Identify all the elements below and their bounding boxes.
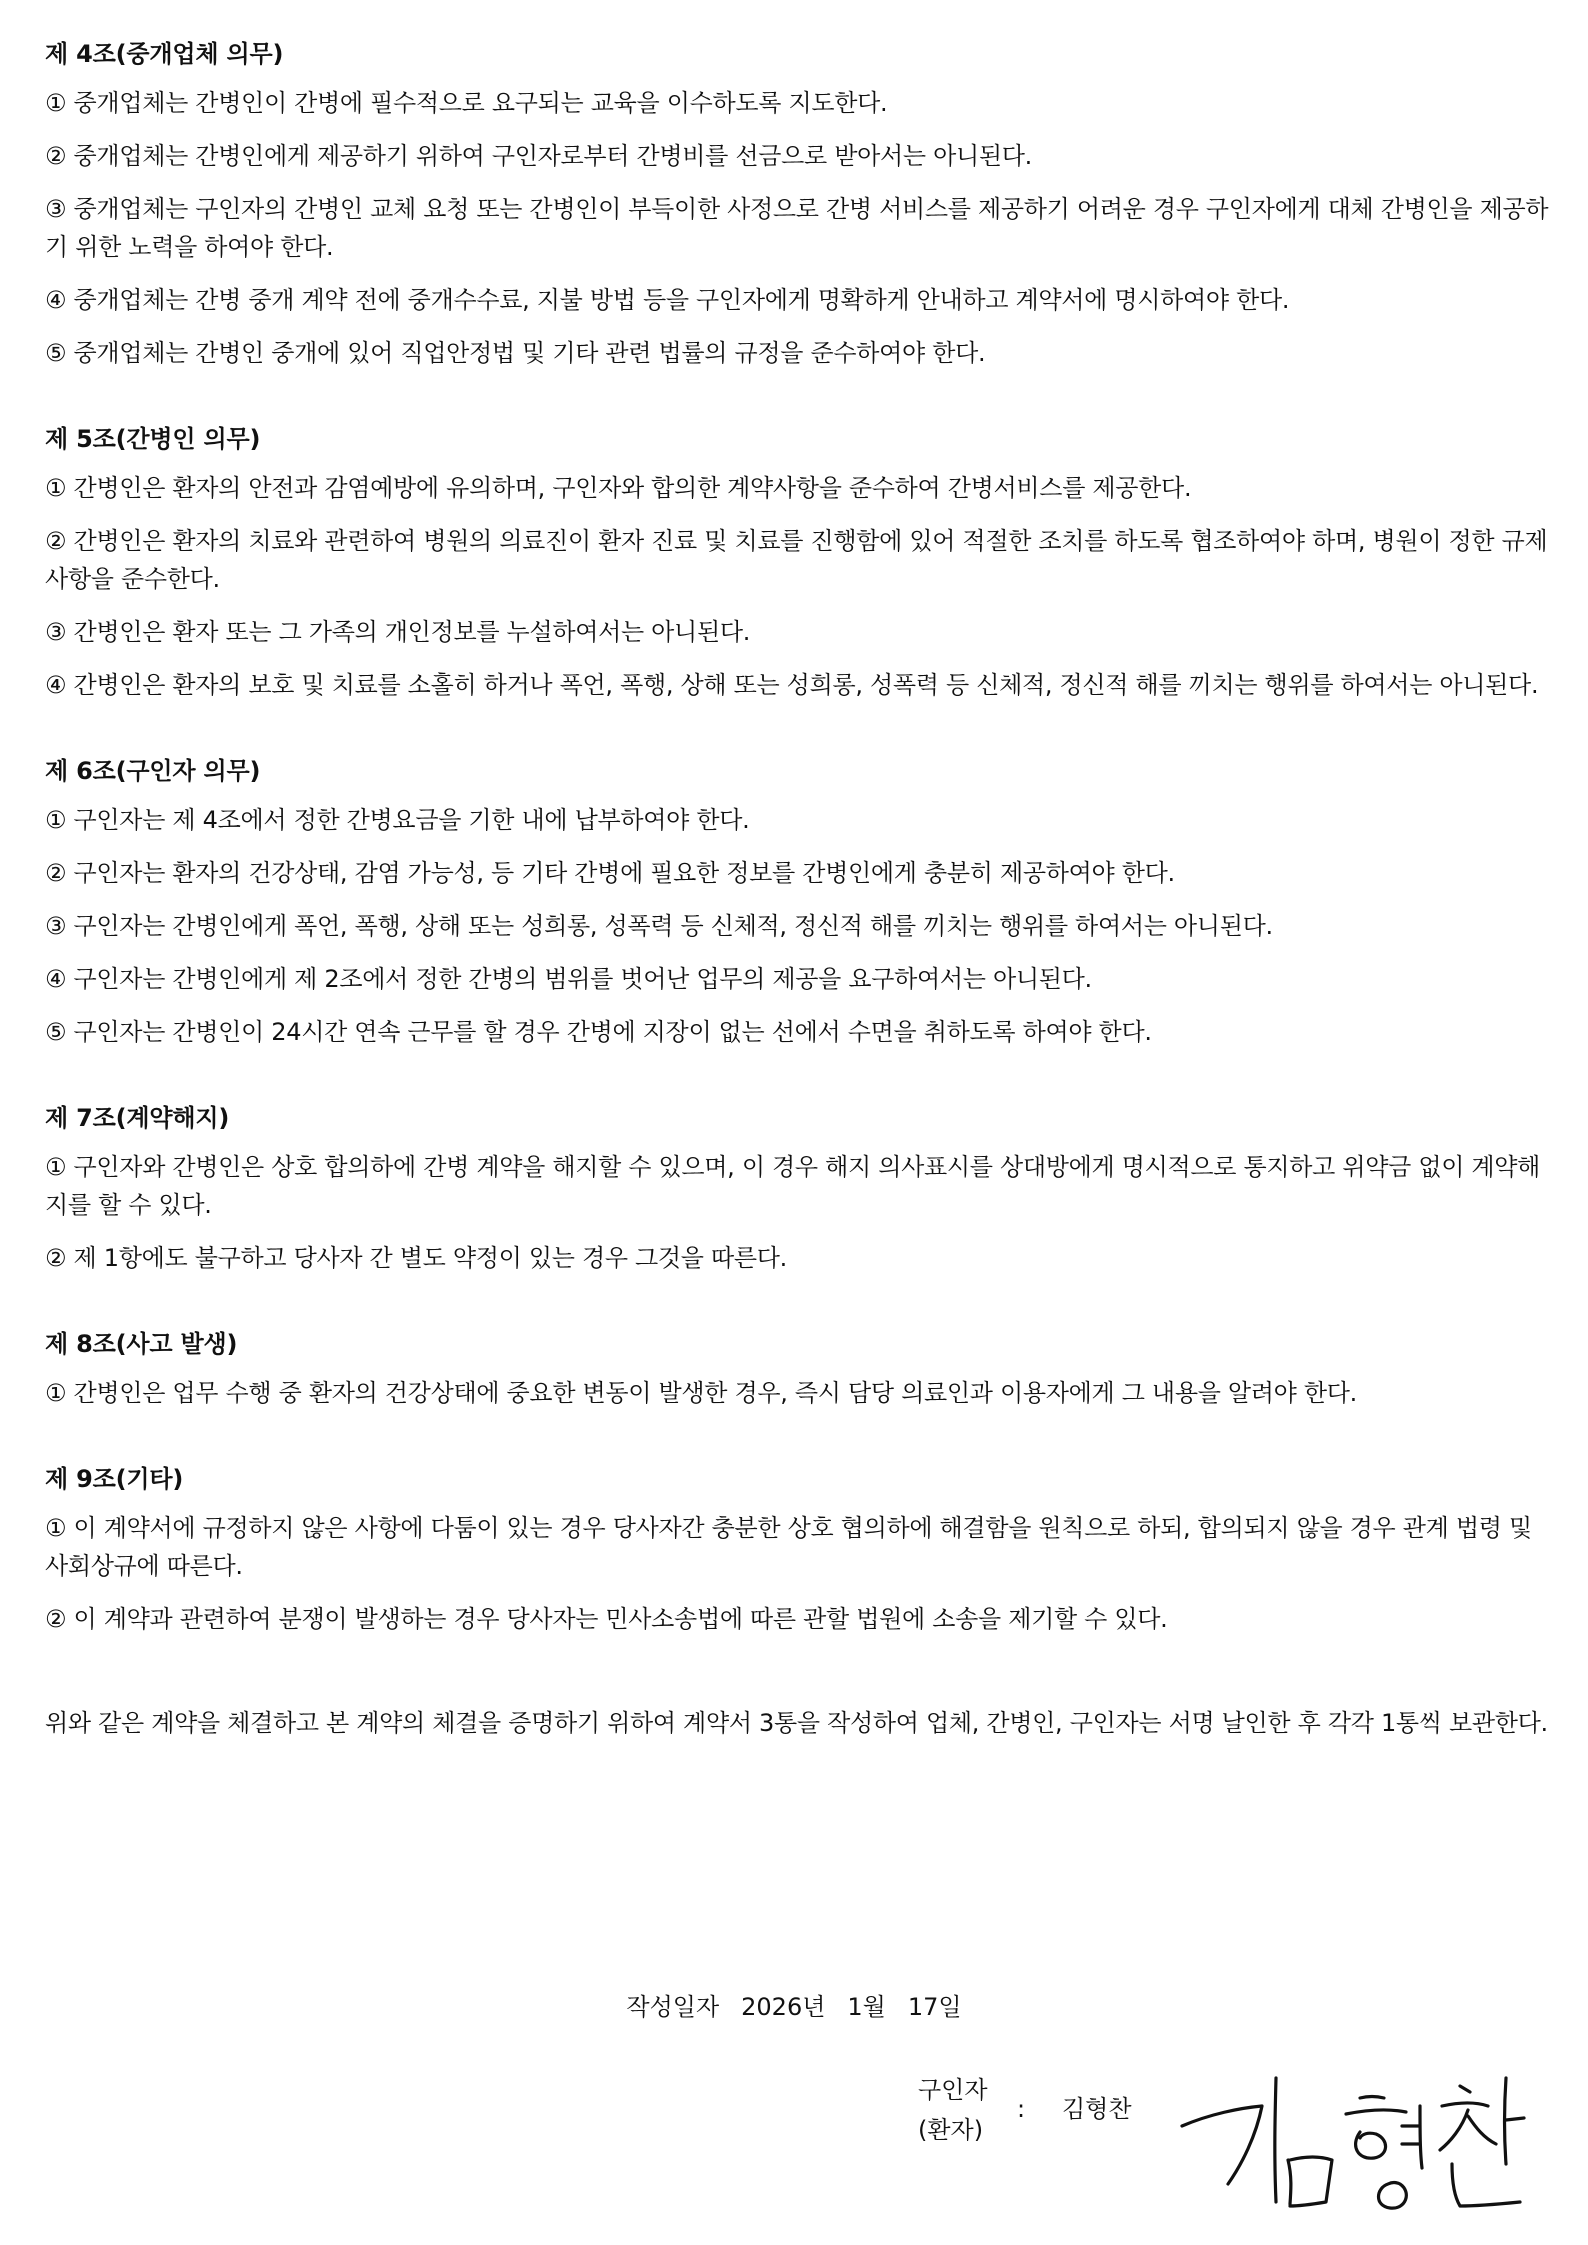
date-day: 17일 <box>907 1993 962 2021</box>
signature-colon: : <box>1017 2095 1026 2123</box>
clause: ⑤ 구인자는 간병인이 24시간 연속 근무를 할 경우 간병에 지장이 없는 선에서 수면을 취하도록 하여야 한다. <box>45 1018 1152 1046</box>
clause: ② 이 계약과 관련하여 분쟁이 발생하는 경우 당사자는 민사소송법에 따른 관할 법원에 소송을 제기할 수 있다. <box>45 1605 1168 1633</box>
clause: ④ 구인자는 간병인에게 제 2조에서 정한 간병의 범위를 벗어난 업무의 제공을 요구하여서는 아니된다. <box>45 965 1092 993</box>
clause: ② 제 1항에도 불구하고 당사자 간 별도 약정이 있는 경우 그것을 따른다. <box>45 1244 787 1272</box>
date-line <box>0 1988 1588 2026</box>
clause: ① 간병인은 환자의 안전과 감염예방에 유의하며, 구인자와 합의한 계약사항을 준수하여 간병서비스를 제공한다. <box>45 474 1192 502</box>
signer-name: 김형찬 <box>1062 2095 1132 2123</box>
contract-document <box>45 32 1550 1742</box>
closing-statement: 위와 같은 계약을 체결하고 본 계약의 체결을 증명하기 위하여 계약서 3통을 작성하여 업체, 간병인, 구인자는 서명 날인한 후 각각 1통씩 보관한다. <box>45 1709 1548 1737</box>
clause: ① 간병인은 업무 수행 중 환자의 건강상태에 중요한 변동이 발생한 경우, 즉시 담당 의료인과 이용자에게 그 내용을 알려야 한다. <box>45 1379 1357 1407</box>
clause: ③ 중개업체는 구인자의 간병인 교체 요청 또는 간병인이 부득이한 사정으로 간병 서비스를 제공하기 어려운 경우 구인자에게 대체 간병인을 제공하기 위한 노력을 하여야 한다. <box>45 195 1549 261</box>
clause: ③ 구인자는 간병인에게 폭언, 폭행, 상해 또는 성희롱, 성폭력 등 신체적, 정신적 해를 끼치는 행위를 하여서는 아니된다. <box>45 912 1273 940</box>
date-year: 2026년 <box>741 1993 826 2021</box>
article-title: 제 9조(기타) <box>45 1465 184 1493</box>
clause: ② 중개업체는 간병인에게 제공하기 위하여 구인자로부터 간병비를 선금으로 받아서는 아니된다. <box>45 142 1032 170</box>
article-6 <box>45 749 1550 1051</box>
clause: ② 간병인은 환자의 치료와 관련하여 병원의 의료진이 환자 진료 및 치료를 진행함에 있어 적절한 조치를 하도록 협조하여야 하며, 병원이 정한 규제사항을 준수한다. <box>45 527 1548 593</box>
clause: ① 구인자는 제 4조에서 정한 간병요금을 기한 내에 납부하여야 한다. <box>45 806 750 834</box>
clause: ④ 중개업체는 간병 중개 계약 전에 중개수수료, 지불 방법 등을 구인자에게 명확하게 안내하고 계약서에 명시하여야 한다. <box>45 286 1290 314</box>
article-title: 제 6조(구인자 의무) <box>45 757 261 785</box>
date-month: 1월 <box>847 1993 886 2021</box>
article-title: 제 5조(간병인 의무) <box>45 425 261 453</box>
clause: ① 중개업체는 간병인이 간병에 필수적으로 요구되는 교육을 이수하도록 지도한다. <box>45 89 888 117</box>
article-5 <box>45 417 1550 704</box>
signer-role <box>918 2070 988 2150</box>
clause: ③ 간병인은 환자 또는 그 가족의 개인정보를 누설하여서는 아니된다. <box>45 618 751 646</box>
clause: ④ 간병인은 환자의 보호 및 치료를 소홀히 하거나 폭언, 폭행, 상해 또는 성희롱, 성폭력 등 신체적, 정신적 해를 끼치는 행위를 하여서는 아니된다. <box>45 671 1539 699</box>
date-label: 작성일자 <box>626 1993 720 2021</box>
article-title: 제 7조(계약해지) <box>45 1104 230 1132</box>
clause: ⑤ 중개업체는 간병인 중개에 있어 직업안정법 및 기타 관련 법률의 규정을 준수하여야 한다. <box>45 339 986 367</box>
clause: ② 구인자는 환자의 건강상태, 감염 가능성, 등 기타 간병에 필요한 정보를 간병인에게 충분히 제공하여야 한다. <box>45 859 1175 887</box>
signer-role-line1: 구인자 <box>918 2076 988 2104</box>
article-title: 제 4조(중개업체 의무) <box>45 40 284 68</box>
article-8 <box>45 1322 1550 1412</box>
handwritten-signature <box>1170 2056 1560 2226</box>
signer-role-line2: (환자) <box>918 2116 984 2144</box>
article-9 <box>45 1457 1550 1638</box>
article-7 <box>45 1096 1550 1277</box>
article-4 <box>45 32 1550 372</box>
article-title: 제 8조(사고 발생) <box>45 1330 238 1358</box>
clause: ① 구인자와 간병인은 상호 합의하에 간병 계약을 해지할 수 있으며, 이 경우 해지 의사표시를 상대방에게 명시적으로 통지하고 위약금 없이 계약해지를 할 수 있다. <box>45 1153 1541 1219</box>
clause: ① 이 계약서에 규정하지 않은 사항에 다툼이 있는 경우 당사자간 충분한 상호 협의하에 해결함을 원칙으로 하되, 합의되지 않을 경우 관계 법령 및 사회상규에 따른다. <box>45 1514 1532 1580</box>
